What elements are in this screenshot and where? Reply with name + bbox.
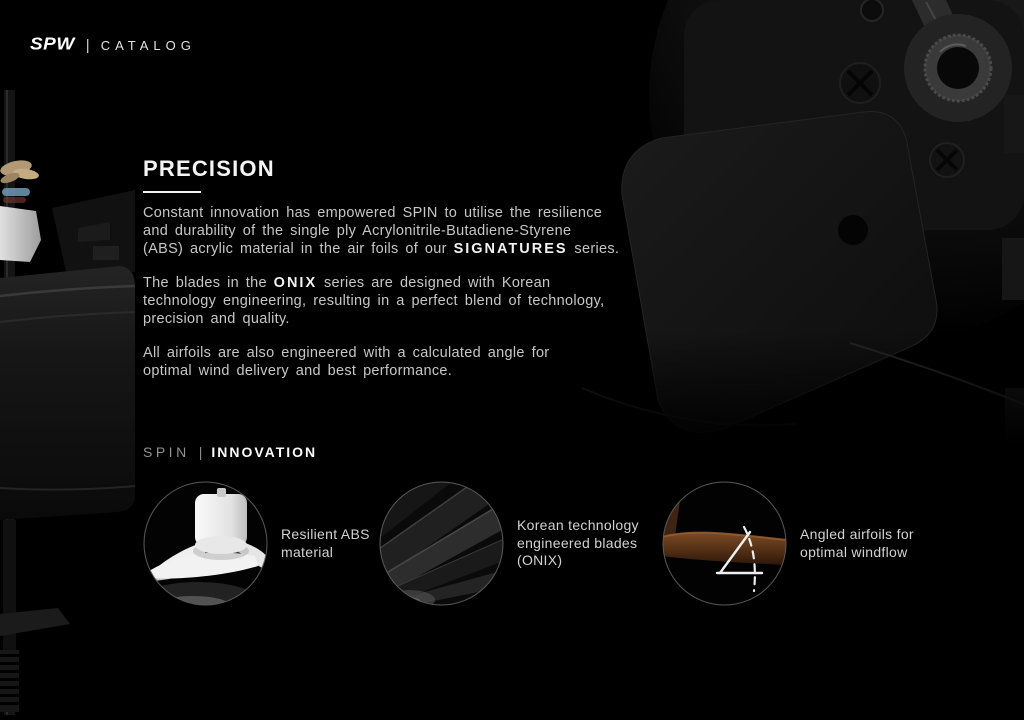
feature-caption-line: material (281, 543, 334, 560)
text-line: technology engineering, resulting in a perfect blend of technology, (143, 293, 605, 309)
page-title: PRECISION (143, 156, 275, 181)
spin-logo: SPW (30, 34, 75, 55)
precision-section (143, 156, 683, 380)
text-line: Constant innovation has empowered SPIN to utilise the resilience (143, 205, 603, 221)
text-line: optimal wind delivery and best performance. (143, 363, 453, 379)
feature-caption-line: engineered blades (517, 534, 638, 551)
feature-korean-blades (379, 481, 639, 606)
onix-blades-photo (379, 481, 504, 606)
feature-caption (800, 526, 914, 561)
feature-caption (517, 517, 639, 570)
innovation-section-header (143, 444, 317, 460)
fan-side-photo (0, 90, 135, 715)
feature-caption-line: Resilient ABS (281, 526, 370, 542)
feature-abs-material (143, 481, 370, 606)
section-divider: | (198, 444, 203, 460)
text-line: precision and quality. (143, 311, 290, 327)
title-underline (143, 191, 201, 193)
brand-name: SPIN (143, 444, 190, 460)
white-abs-fan-photo (143, 481, 268, 606)
paragraph-abs (143, 204, 683, 258)
feature-angled-airfoils (662, 481, 914, 606)
feature-caption-line: Angled airfoils for (800, 526, 914, 542)
logo-divider: | (85, 36, 90, 54)
signatures-series-emphasis: SIGNATURES (453, 241, 568, 257)
angled-airfoil-photo (662, 481, 787, 606)
brand-bar (30, 34, 196, 56)
catalog-label: CATALOG (100, 37, 196, 53)
text-line: and durability of the single ply Acrylonitrile-Butadiene-Styrene (143, 223, 572, 239)
text-line: The blades in the ONIX series are designed with Korean (143, 275, 551, 291)
text-line: (ABS) acrylic material in the air foils of our SIGNATURES series. (143, 241, 620, 257)
feature-caption-line: (ONIX) (517, 552, 563, 569)
section-label: INNOVATION (211, 444, 318, 460)
paragraph-onix (143, 274, 683, 328)
feature-caption-line: Korean technology (517, 517, 639, 534)
paragraph-airfoils (143, 344, 683, 380)
feature-caption (281, 526, 370, 561)
onix-series-emphasis: ONIX (273, 275, 318, 291)
text-line: All airfoils are also engineered with a calculated angle for (143, 345, 550, 361)
feature-caption-line: optimal windflow (800, 543, 908, 560)
